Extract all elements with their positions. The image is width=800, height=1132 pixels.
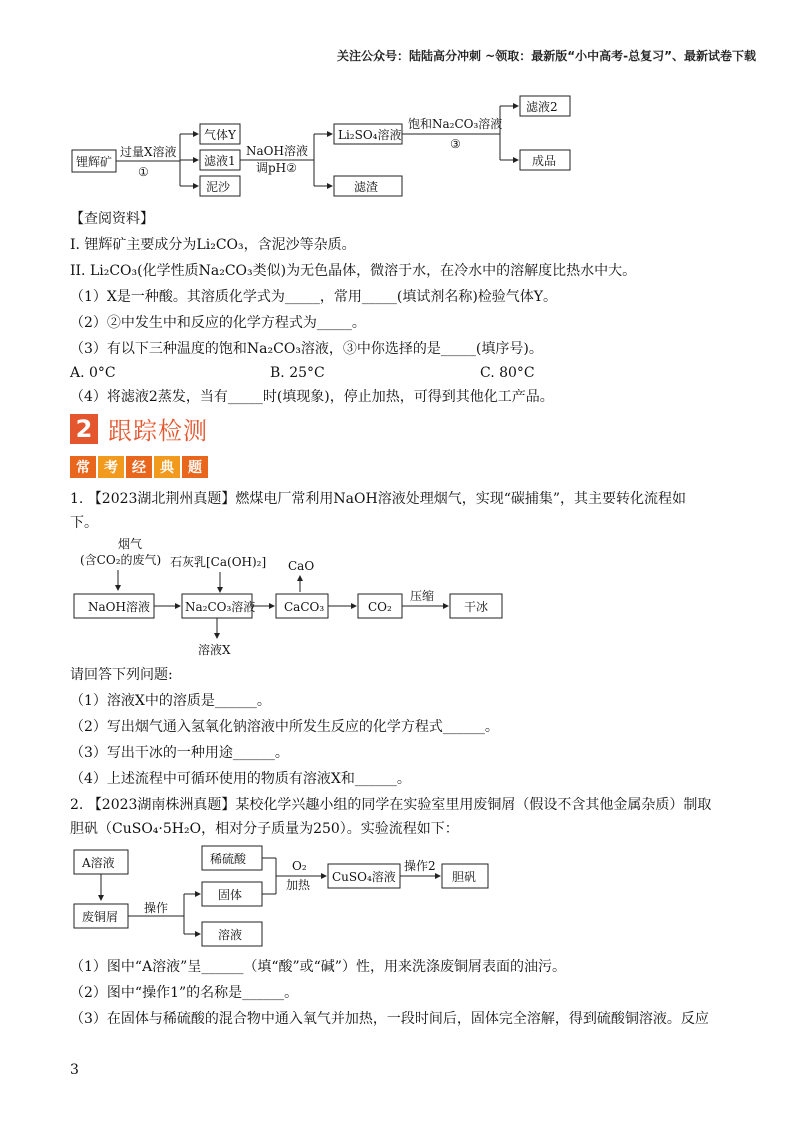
label-solution: 溶液	[218, 928, 243, 942]
label-residue: 滤渣	[354, 180, 379, 194]
tag-char: 常	[70, 456, 96, 478]
tag-char: 经	[126, 456, 152, 478]
label-scrap: 废铜屑	[82, 910, 119, 924]
tag-char: 考	[98, 456, 124, 478]
question-1-1: （1）X是一种酸。其溶质化学式为_____，常用_____(填试剂名称)检验气体Y。	[70, 289, 558, 305]
label-filtrate2: 滤液2	[526, 100, 558, 114]
banner-number: 2	[70, 414, 98, 444]
label-mud: 泥沙	[206, 180, 231, 194]
label-dilute-acid: 稀硫酸	[210, 852, 247, 866]
label-co2: CO₂	[368, 600, 392, 614]
label-operation: 操作	[144, 901, 169, 915]
label-filtrate1: 滤液1	[204, 154, 236, 168]
label-flue-gas-desc: (含CO₂的废气)	[80, 553, 162, 567]
label-na2co3: Na₂CO₃溶液	[185, 600, 256, 614]
page-number: 3	[70, 1062, 79, 1078]
label-caco3: CaCO₃	[284, 600, 325, 614]
page-header: 关注公众号：陆陆高分冲刺 ~领取：最新版“小中高考-总复习”、最新试卷下载	[337, 49, 756, 63]
q1-item-4: （4）上述流程中可循环使用的物质有溶液X和______。	[70, 771, 411, 787]
text-line-2: I. 锂辉矿主要成分为Li₂CO₃，含泥沙等杂质。	[70, 237, 356, 253]
q2-item-1: （1）图中“A溶液”呈______（填“酸”或“碱”）性，用来洗涤废铜屑表面的油污。	[70, 959, 566, 975]
label-solution-x: 溶液X	[198, 643, 231, 657]
label-o2: O₂	[292, 859, 307, 873]
label-lime: 石灰乳[Ca(OH)₂]	[170, 555, 267, 569]
q2-item-2: （2）图中“操作1”的名称是______。	[70, 985, 299, 1001]
label-a-solution: A溶液	[82, 856, 115, 870]
label-product: 成品	[532, 154, 557, 168]
category-tags	[70, 456, 208, 478]
q1-stem-line2: 下。	[70, 515, 98, 531]
label-cuso4: CuSO₄溶液	[332, 870, 396, 884]
label-blue-vitriol: 胆矾	[452, 870, 477, 884]
label-solid: 固体	[218, 888, 243, 902]
flowchart-copper	[70, 842, 510, 952]
label-step3: ③	[450, 137, 461, 151]
question-1-3: （3）有以下三种温度的饱和Na₂CO₃溶液，③中你选择的是_____(填序号)。	[70, 341, 543, 357]
tag-char: 典	[154, 456, 180, 478]
option-b: B. 25°C	[270, 365, 325, 381]
label-cao: CaO	[288, 559, 315, 573]
label-na2co3: 饱和Na₂CO₃溶液	[408, 117, 503, 131]
q1-stem-line1: 1. 【2023湖北荆州真题】燃煤电厂常利用NaOH溶液处理烟气，实现“碳捕集”，其主要转化流程如	[70, 491, 687, 507]
q1-prompt: 请回答下列问题:	[70, 667, 173, 683]
option-c: C. 80°C	[480, 365, 535, 381]
text-line-3: II. Li₂CO₃(化学性质Na₂CO₃类似)为无色晶体，微溶于水，在冷水中的溶解度比热水中大。	[70, 263, 637, 279]
q2-stem-line2: 胆矾（CuSO₄·5H₂O，相对分子质量为250）。实验流程如下：	[70, 821, 459, 837]
label-ph: 调pH②	[256, 161, 297, 175]
label-ore: 锂辉矿	[76, 155, 113, 169]
option-a: A. 0°C	[70, 365, 116, 381]
label-naoh: NaOH溶液	[88, 600, 150, 614]
tag-char: 题	[182, 456, 208, 478]
question-1-2: （2）②中发生中和反应的化学方程式为_____。	[70, 315, 366, 331]
q2-stem-line1: 2. 【2023湖南株洲真题】某校化学兴趣小组的同学在实验室里用废铜屑（假设不含其他金属杂质）制取	[70, 797, 712, 813]
label-dry-ice: 干冰	[464, 600, 489, 614]
flowchart-carbon-capture	[70, 536, 510, 660]
label-compress: 压缩	[410, 589, 435, 603]
text-line-1: 【查阅资料】	[70, 211, 154, 227]
q1-item-1: （1）溶液X中的溶质是______。	[70, 693, 271, 709]
label-step1: 过量X溶液	[120, 145, 177, 159]
question-1-4: （4）将滤液2蒸发，当有_____时(填现象)，停止加热，可得到其他化工产品。	[70, 389, 554, 405]
label-gas: 气体Y	[204, 128, 236, 142]
label-li2so4: Li₂SO₄溶液	[338, 128, 402, 142]
label-step1-num: ①	[138, 165, 149, 179]
label-heat: 加热	[286, 878, 311, 892]
section-banner	[70, 411, 208, 446]
q2-item-3: （3）在固体与稀硫酸的混合物中通入氧气并加热，一段时间后，固体完全溶解，得到硫酸铜溶液。反应	[70, 1011, 709, 1027]
q1-item-3: （3）写出干冰的一种用途______。	[70, 745, 289, 761]
flowchart-lithium	[70, 92, 590, 204]
banner-title: 跟踪检测	[108, 417, 208, 445]
q1-item-2: （2）写出烟气通入氢氧化钠溶液中所发生反应的化学方程式______。	[70, 719, 499, 735]
label-operation-2: 操作2	[404, 859, 436, 873]
label-naoh: NaOH溶液	[246, 144, 308, 158]
label-flue-gas: 烟气	[118, 537, 143, 551]
